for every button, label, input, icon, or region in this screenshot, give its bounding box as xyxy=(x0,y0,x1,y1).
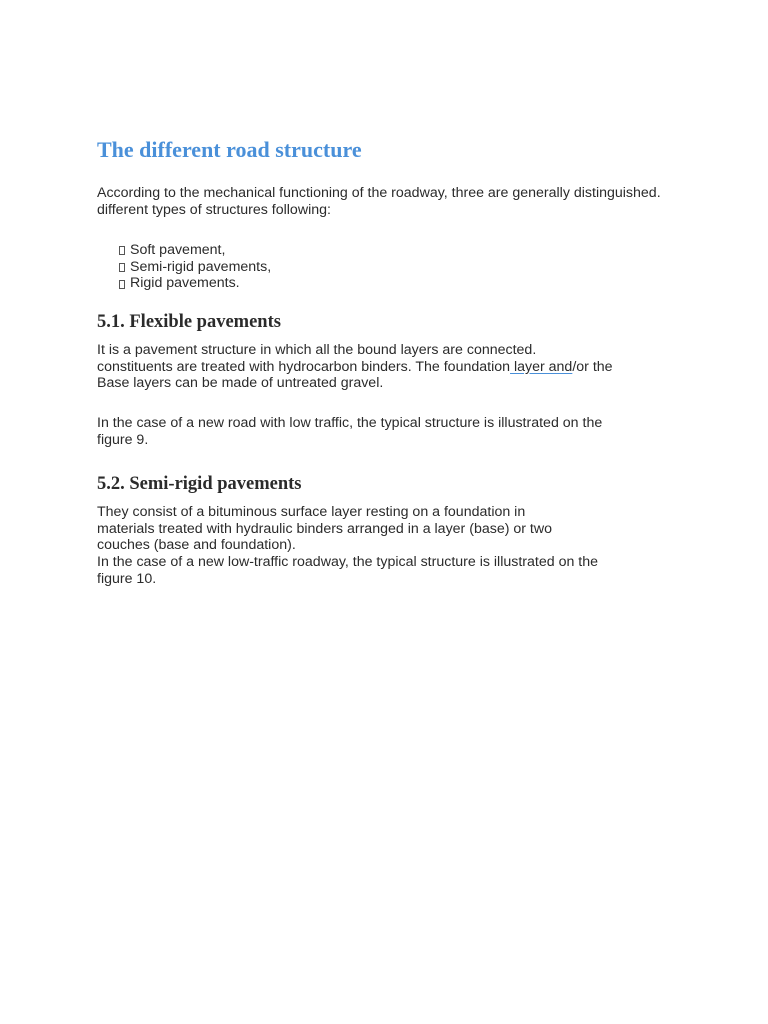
paragraph-line: figure 9. xyxy=(97,431,149,448)
paragraph-line: materials treated with hydraulic binders arranged in a layer (base) or two xyxy=(97,520,553,537)
paragraph-line: It is a pavement structure in which all the bound layers are connected. xyxy=(97,342,537,358)
underlined-text: layer and xyxy=(510,358,573,375)
list-item xyxy=(119,259,271,276)
page-title: The different road structure xyxy=(97,137,362,162)
list-item-label: Soft pavement, xyxy=(130,242,226,258)
list-item-label: Rigid pavements. xyxy=(130,275,240,292)
section-heading-flexible: 5.1. Flexible pavements xyxy=(97,312,281,332)
paragraph-line: couches (base and foundation). xyxy=(97,537,296,554)
intro-line-2: different types of structures following: xyxy=(97,201,331,218)
missing-glyph-box-icon xyxy=(119,246,125,255)
paragraph-line: In the case of a new low-traffic roadway, the typical structure is illustrated on the xyxy=(97,554,599,571)
paragraph-line: They consist of a bituminous surface layer resting on a foundation in xyxy=(97,504,526,520)
intro-paragraph xyxy=(97,185,661,218)
section-heading-semi-rigid: 5.2. Semi-rigid pavements xyxy=(97,474,302,494)
list-item-label: Semi-rigid pavements, xyxy=(130,258,272,275)
paragraph-line: In the case of a new road with low traffic, the typical structure is illustrated on the xyxy=(97,415,603,431)
missing-glyph-box-icon xyxy=(119,263,125,272)
paragraph-line: constituents are treated with hydrocarbon binders. The foundation layer and/or the xyxy=(97,358,613,375)
list-item xyxy=(119,275,271,292)
semi-rigid-paragraph xyxy=(97,504,598,588)
list-item xyxy=(119,242,271,259)
flexible-paragraph-2 xyxy=(97,415,602,448)
structure-type-list xyxy=(119,242,271,292)
missing-glyph-box-icon xyxy=(119,280,125,289)
paragraph-line: figure 10. xyxy=(97,570,157,587)
intro-line-1: According to the mechanical functioning of the roadway, three are generally distinguished. xyxy=(97,185,661,201)
flexible-paragraph-1 xyxy=(97,342,613,392)
paragraph-line: Base layers can be made of untreated gravel. xyxy=(97,375,384,392)
